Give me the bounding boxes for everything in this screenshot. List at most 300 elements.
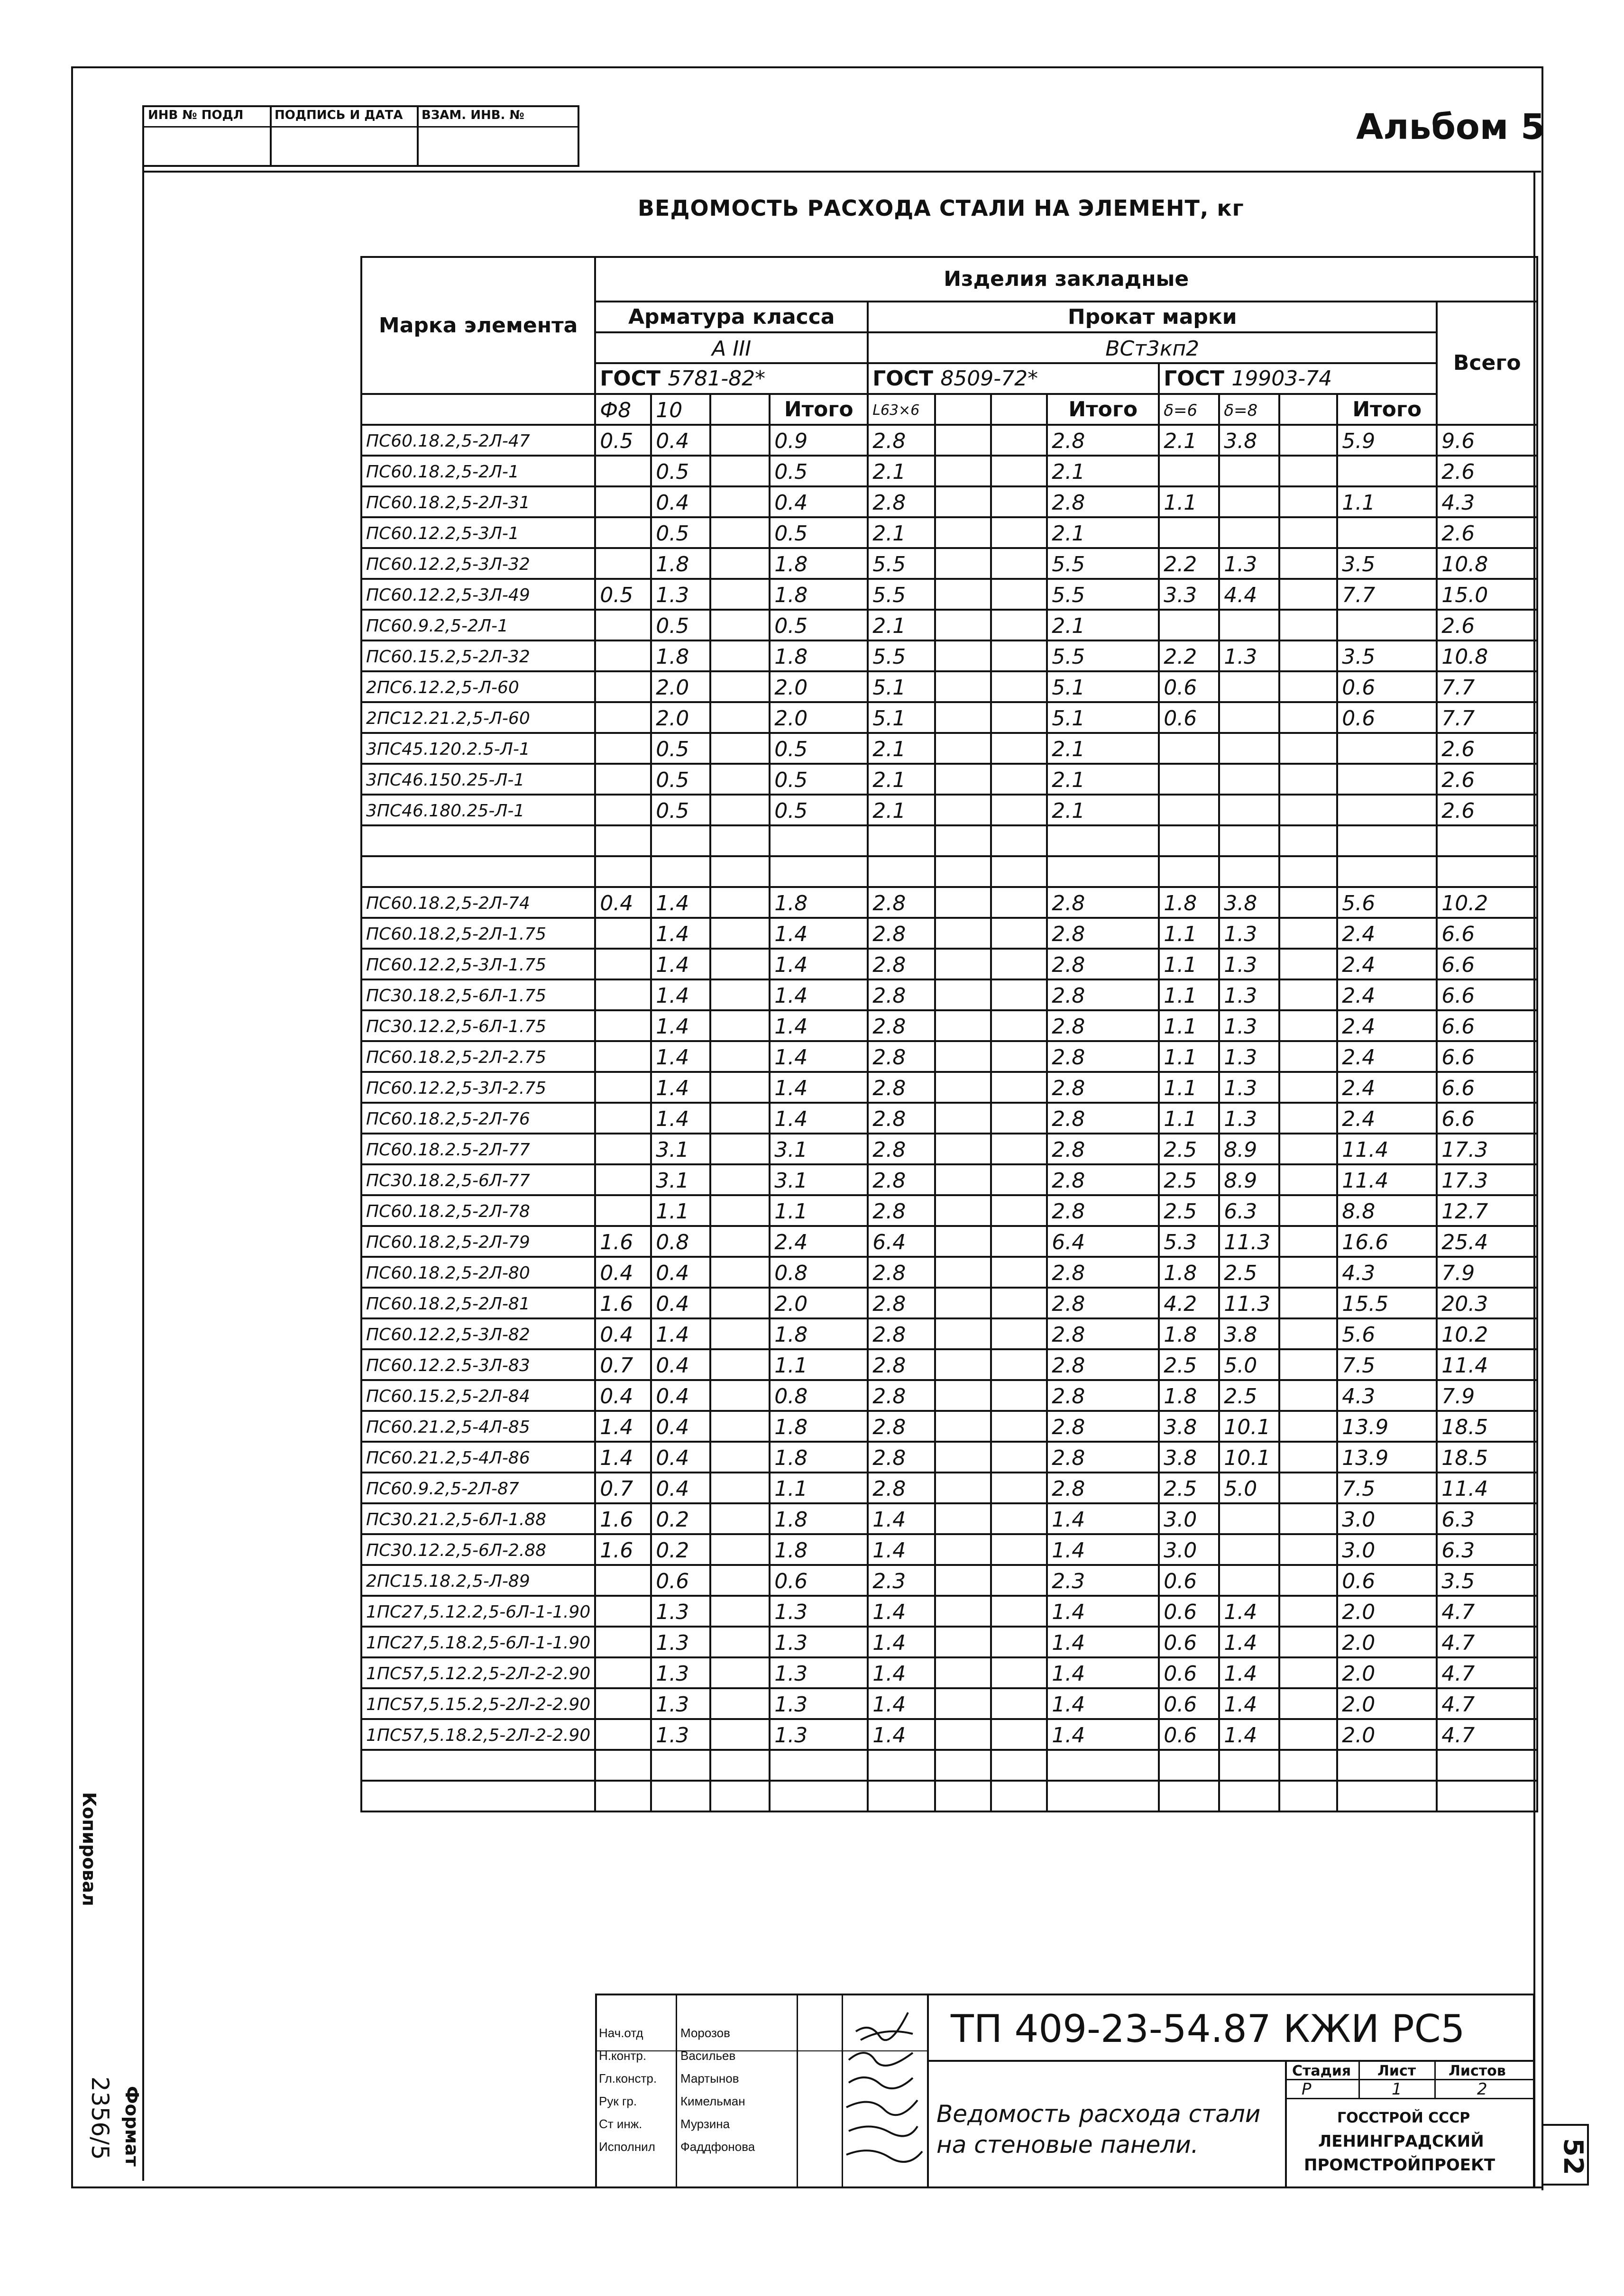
row-value: 1.8 [770, 579, 868, 610]
row-value: 0.6 [1159, 1657, 1219, 1688]
row-value: 10.2 [1437, 1318, 1537, 1349]
header-t8: δ=8 [1219, 394, 1279, 425]
table-row [361, 1010, 1537, 1041]
row-value: 0.4 [651, 425, 710, 456]
row-value: 2.5 [1159, 1349, 1219, 1380]
copied-label: Копировал [79, 1792, 100, 1906]
row-value: 3.8 [1219, 1318, 1279, 1349]
row-value [710, 1103, 770, 1134]
row-value [935, 702, 991, 733]
row-value: 4.4 [1219, 579, 1279, 610]
row-value: 1.4 [651, 887, 710, 918]
stage-value: Р [1302, 2080, 1312, 2099]
row-value: 6.6 [1437, 949, 1537, 979]
row-value [935, 1534, 991, 1565]
row-value: 1.8 [770, 1318, 868, 1349]
staff-role: Рук гр. [599, 2094, 637, 2108]
header-blank [361, 394, 595, 425]
row-value: 7.7 [1437, 671, 1537, 702]
row-value [935, 1164, 991, 1195]
row-value: 2.1 [1047, 764, 1159, 795]
row-mark: ПС30.21.2,5-6Л-1.88 [361, 1503, 595, 1534]
row-value [595, 610, 651, 640]
row-value: 2.8 [868, 979, 935, 1010]
row-value: 1.8 [770, 548, 868, 579]
row-value: 0.8 [651, 1226, 710, 1257]
row-value: 0.4 [651, 1288, 710, 1318]
row-value: 2.1 [868, 517, 935, 548]
row-value [1279, 1442, 1337, 1473]
row-value: 2.3 [868, 1565, 935, 1596]
row-value: 1.8 [1159, 1380, 1219, 1411]
row-value [595, 733, 651, 764]
row-value: 0.2 [651, 1534, 710, 1565]
row-value: 2.8 [1047, 979, 1159, 1010]
row-value [935, 1072, 991, 1103]
row-value [935, 486, 991, 517]
row-value [1279, 610, 1337, 640]
row-value: 1.3 [651, 1719, 710, 1750]
row-value [1279, 733, 1337, 764]
row-value: 2.4 [770, 1226, 868, 1257]
row-value [935, 671, 991, 702]
row-value: 0.6 [1159, 1627, 1219, 1657]
row-value: 1.6 [595, 1288, 651, 1318]
row-value [710, 1164, 770, 1195]
row-value: 1.4 [651, 1103, 710, 1134]
header-total: Всего [1437, 302, 1537, 425]
row-value: 0.2 [651, 1503, 710, 1534]
row-value [710, 548, 770, 579]
row-value: 2.8 [1047, 949, 1159, 979]
row-value [1279, 1226, 1337, 1257]
row-value [1279, 1411, 1337, 1442]
row-value: 6.4 [868, 1226, 935, 1257]
row-value: 2.8 [868, 486, 935, 517]
row-mark: ПС60.18.2,5-2Л-1.75 [361, 918, 595, 949]
row-value: 6.6 [1437, 979, 1537, 1010]
stamp-sign-label: ПОДПИСЬ И ДАТА [275, 108, 403, 122]
row-value: 6.6 [1437, 918, 1537, 949]
row-value [1279, 1318, 1337, 1349]
row-value [1337, 764, 1437, 795]
row-value: 2.8 [868, 1103, 935, 1134]
row-value [710, 1411, 770, 1442]
row-value: 4.3 [1337, 1257, 1437, 1288]
row-value [710, 1473, 770, 1503]
row-value: 1.4 [651, 949, 710, 979]
row-mark: ПС60.18.2,5-2Л-47 [361, 425, 595, 456]
row-value: 20.3 [1437, 1288, 1537, 1318]
row-value [710, 1134, 770, 1164]
row-value: 2.8 [868, 1349, 935, 1380]
row-value [595, 517, 651, 548]
row-value: 1.3 [770, 1596, 868, 1627]
row-value: 6.4 [1047, 1226, 1159, 1257]
row-value [710, 1657, 770, 1688]
row-value: 0.4 [651, 1442, 710, 1473]
row-mark: ПС60.12.2,5-3Л-49 [361, 579, 595, 610]
sheets-label: Листов [1449, 2063, 1506, 2079]
sheets-value: 2 [1477, 2080, 1487, 2099]
row-value: 0.8 [770, 1257, 868, 1288]
row-value [1279, 1380, 1337, 1411]
row-value [991, 1164, 1047, 1195]
row-mark: 2ПС6.12.2,5-Л-60 [361, 671, 595, 702]
row-value: 2.8 [868, 1380, 935, 1411]
row-value [710, 486, 770, 517]
page-number: 52 [1558, 2138, 1588, 2175]
row-mark: ПС60.18.2,5-2Л-79 [361, 1226, 595, 1257]
row-value [1279, 1164, 1337, 1195]
album-label: Альбом 5 [1356, 107, 1545, 147]
row-value: 1.4 [1047, 1688, 1159, 1719]
row-value [595, 918, 651, 949]
row-value: 1.3 [651, 1688, 710, 1719]
row-value: 2.8 [1047, 1164, 1159, 1195]
row-value [1279, 640, 1337, 671]
row-value: 1.4 [1219, 1596, 1279, 1627]
row-value [710, 517, 770, 548]
table-row [361, 702, 1537, 733]
row-value [1279, 486, 1337, 517]
row-value: 0.5 [651, 733, 710, 764]
row-value: 6.6 [1437, 1010, 1537, 1041]
row-value: 1.8 [770, 640, 868, 671]
row-mark: ПС60.12.2,5-3Л-2.75 [361, 1072, 595, 1103]
archive-number: 2356/5 [86, 2076, 114, 2160]
row-value: 1.3 [1219, 548, 1279, 579]
row-value: 2.5 [1219, 1257, 1279, 1288]
row-value [991, 1380, 1047, 1411]
row-value: 1.4 [595, 1411, 651, 1442]
row-value: 3.3 [1159, 579, 1219, 610]
row-value [710, 1288, 770, 1318]
table-row [361, 1657, 1537, 1688]
row-value: 0.5 [770, 795, 868, 825]
row-value: 1.3 [651, 1596, 710, 1627]
row-value [991, 640, 1047, 671]
row-value: 2.0 [1337, 1688, 1437, 1719]
row-value: 1.1 [1159, 486, 1219, 517]
row-value [935, 425, 991, 456]
row-value [595, 949, 651, 979]
row-value: 3.8 [1159, 1411, 1219, 1442]
row-value [991, 517, 1047, 548]
row-mark: ПС60.21.2,5-4Л-86 [361, 1442, 595, 1473]
row-value [710, 671, 770, 702]
row-value [710, 1041, 770, 1072]
row-value [710, 795, 770, 825]
row-value: 18.5 [1437, 1411, 1537, 1442]
row-value [1219, 610, 1279, 640]
row-value: 1.3 [1219, 640, 1279, 671]
row-value: 8.8 [1337, 1195, 1437, 1226]
row-value: 1.3 [770, 1627, 868, 1657]
row-value: 1.4 [1047, 1534, 1159, 1565]
row-value: 0.6 [770, 1565, 868, 1596]
row-value: 8.9 [1219, 1134, 1279, 1164]
row-value: 2.8 [868, 1473, 935, 1503]
row-value [991, 1719, 1047, 1750]
row-value: 2.4 [1337, 1010, 1437, 1041]
row-value [1279, 548, 1337, 579]
row-value [1279, 1503, 1337, 1534]
row-value: 2.0 [1337, 1719, 1437, 1750]
row-value [991, 702, 1047, 733]
row-mark: ПС60.12.2,5-3Л-32 [361, 548, 595, 579]
row-value: 15.5 [1337, 1288, 1437, 1318]
row-value: 1.4 [770, 918, 868, 949]
staff-name: Кимельман [680, 2094, 745, 2108]
row-value: 2.5 [1159, 1195, 1219, 1226]
row-mark: 2ПС15.18.2,5-Л-89 [361, 1565, 595, 1596]
row-value [710, 1195, 770, 1226]
row-value: 0.9 [770, 425, 868, 456]
row-value: 1.1 [770, 1473, 868, 1503]
table-row [361, 610, 1537, 640]
row-value [935, 1041, 991, 1072]
row-value: 1.1 [1159, 1072, 1219, 1103]
row-value: 2.5 [1159, 1164, 1219, 1195]
row-value: 2.8 [868, 918, 935, 949]
row-value: 0.5 [651, 610, 710, 640]
row-mark: ПС30.18.2,5-6Л-1.75 [361, 979, 595, 1010]
row-value: 12.7 [1437, 1195, 1537, 1226]
row-value [1279, 1534, 1337, 1565]
row-value: 0.6 [1159, 1719, 1219, 1750]
row-value: 2.1 [868, 733, 935, 764]
row-value: 11.4 [1337, 1164, 1437, 1195]
row-value [1219, 517, 1279, 548]
row-value: 2.4 [1337, 949, 1437, 979]
row-value [1279, 949, 1337, 979]
row-value [1279, 1657, 1337, 1688]
row-value [935, 579, 991, 610]
row-value [710, 1349, 770, 1380]
row-value [1279, 918, 1337, 949]
row-value [991, 1072, 1047, 1103]
table-row [361, 486, 1537, 517]
row-value: 2.8 [1047, 1411, 1159, 1442]
row-value: 4.7 [1437, 1657, 1537, 1688]
row-value [710, 1380, 770, 1411]
row-value [991, 486, 1047, 517]
table-row [361, 795, 1537, 825]
row-value [991, 1565, 1047, 1596]
row-value: 2.0 [770, 671, 868, 702]
row-mark: ПС60.9.2,5-2Л-87 [361, 1473, 595, 1503]
header-empty [935, 394, 991, 425]
stamp-inv-label: ИНВ № ПОДЛ [148, 108, 244, 122]
row-value [991, 1411, 1047, 1442]
row-value [595, 1719, 651, 1750]
table-row [361, 1103, 1537, 1134]
row-value [935, 764, 991, 795]
row-value: 4.7 [1437, 1596, 1537, 1627]
row-value [595, 1657, 651, 1688]
table-row [361, 1719, 1537, 1750]
row-value: 1.1 [1337, 486, 1437, 517]
row-mark: ПС60.18.2,5-2Л-81 [361, 1288, 595, 1318]
row-value: 2.8 [1047, 918, 1159, 949]
row-value: 0.5 [595, 425, 651, 456]
row-value [935, 1010, 991, 1041]
row-mark: ПС60.18.2,5-2Л-2.75 [361, 1041, 595, 1072]
row-value: 2.8 [1047, 1010, 1159, 1041]
header-angle: L63×6 [868, 394, 935, 425]
row-value: 3.1 [770, 1134, 868, 1164]
row-value [991, 425, 1047, 456]
row-value: 0.4 [595, 1318, 651, 1349]
row-mark: ПС60.15.2,5-2Л-84 [361, 1380, 595, 1411]
row-value: 0.4 [651, 1257, 710, 1288]
row-value: 1.4 [1047, 1657, 1159, 1688]
row-value [710, 702, 770, 733]
row-value [1279, 671, 1337, 702]
row-value: 2.8 [868, 887, 935, 918]
row-value: 1.4 [868, 1534, 935, 1565]
row-value: 1.1 [1159, 1041, 1219, 1072]
table-row [361, 979, 1537, 1010]
row-value: 0.6 [1159, 1688, 1219, 1719]
row-mark: ПС60.18.2.5-2Л-77 [361, 1134, 595, 1164]
table-row [361, 1442, 1537, 1473]
row-value: 1.3 [651, 1627, 710, 1657]
table-row [361, 1072, 1537, 1103]
row-value: 2.6 [1437, 733, 1537, 764]
row-value [1279, 1134, 1337, 1164]
row-value: 3.8 [1219, 425, 1279, 456]
header-gost2: ГОСТ 8509-72* [868, 363, 1159, 394]
row-value: 0.4 [651, 486, 710, 517]
table-row [361, 425, 1537, 456]
row-value: 1.3 [1219, 1072, 1279, 1103]
row-value [1219, 1503, 1279, 1534]
row-value: 5.0 [1219, 1473, 1279, 1503]
row-value [595, 1103, 651, 1134]
row-value: 0.5 [770, 764, 868, 795]
row-mark: ПС60.18.2,5-2Л-31 [361, 486, 595, 517]
row-value [991, 949, 1047, 979]
row-value [935, 1627, 991, 1657]
row-value: 1.1 [1159, 949, 1219, 979]
row-value [935, 548, 991, 579]
row-value: 1.8 [770, 1442, 868, 1473]
row-value: 2.8 [1047, 1134, 1159, 1164]
row-value [991, 795, 1047, 825]
row-value: 0.6 [1159, 671, 1219, 702]
row-value: 7.7 [1337, 579, 1437, 610]
row-value [710, 1565, 770, 1596]
row-value [595, 1041, 651, 1072]
row-value: 5.1 [1047, 702, 1159, 733]
row-value [935, 1226, 991, 1257]
row-value: 0.4 [595, 1257, 651, 1288]
row-value [935, 1596, 991, 1627]
row-value: 2.6 [1437, 610, 1537, 640]
row-value [595, 1688, 651, 1719]
header-itogo1: Итого [770, 394, 868, 425]
sheet-title: ВЕДОМОСТЬ РАСХОДА СТАЛИ НА ЭЛЕМЕНТ, кг [638, 195, 1244, 221]
row-value: 0.6 [1159, 1596, 1219, 1627]
header-mark: Марка элемента [361, 257, 595, 394]
row-value [595, 456, 651, 486]
row-value: 2.8 [868, 1411, 935, 1442]
row-value: 2.1 [868, 456, 935, 486]
staff-name: Мурзина [680, 2117, 730, 2131]
row-value [595, 486, 651, 517]
row-value [595, 671, 651, 702]
row-value: 2.6 [1437, 456, 1537, 486]
row-value: 10.1 [1219, 1411, 1279, 1442]
row-value: 1.6 [595, 1534, 651, 1565]
row-value [595, 1164, 651, 1195]
row-value: 2.8 [868, 1257, 935, 1288]
row-value: 2.1 [1047, 517, 1159, 548]
row-value: 2.8 [1047, 1318, 1159, 1349]
row-value: 0.4 [595, 887, 651, 918]
header-itogo3: Итого [1337, 394, 1437, 425]
row-value: 1.4 [770, 1041, 868, 1072]
row-value [991, 1534, 1047, 1565]
row-value: 2.0 [651, 702, 710, 733]
row-value [595, 1195, 651, 1226]
row-value: 2.8 [1047, 1288, 1159, 1318]
row-value [991, 1473, 1047, 1503]
row-value: 0.4 [651, 1380, 710, 1411]
row-value [710, 1442, 770, 1473]
table-row [361, 579, 1537, 610]
row-value [1279, 1719, 1337, 1750]
row-mark: ПС30.12.2,5-6Л-2.88 [361, 1534, 595, 1565]
row-value [595, 795, 651, 825]
row-value: 1.4 [770, 1072, 868, 1103]
row-value: 1.4 [595, 1442, 651, 1473]
row-value: 1.4 [651, 1041, 710, 1072]
row-value [935, 1380, 991, 1411]
description-line2: на стеновые панели. [936, 2131, 1199, 2159]
table-row [361, 1041, 1537, 1072]
table-row [361, 517, 1537, 548]
row-value [710, 610, 770, 640]
row-value: 1.1 [651, 1195, 710, 1226]
row-value: 0.5 [770, 456, 868, 486]
row-value: 0.5 [651, 517, 710, 548]
row-value [1219, 671, 1279, 702]
blank-row [361, 825, 1537, 856]
row-value: 5.5 [868, 548, 935, 579]
table-row [361, 1288, 1537, 1318]
row-value [935, 1288, 991, 1318]
row-value: 2.4 [1337, 918, 1437, 949]
row-value: 1.8 [651, 640, 710, 671]
row-value [710, 1257, 770, 1288]
row-value: 2.8 [1047, 1195, 1159, 1226]
row-value: 2.8 [868, 1288, 935, 1318]
row-value: 2.1 [1159, 425, 1219, 456]
row-value: 2.8 [1047, 1442, 1159, 1473]
row-value [935, 640, 991, 671]
row-value [991, 456, 1047, 486]
row-value: 0.6 [1159, 702, 1219, 733]
row-value [595, 548, 651, 579]
row-value [935, 979, 991, 1010]
row-value: 3.5 [1337, 640, 1437, 671]
row-value: 2.4 [1337, 979, 1437, 1010]
header-rolled: Прокат марки [868, 302, 1437, 332]
title-block [595, 1994, 1534, 2188]
